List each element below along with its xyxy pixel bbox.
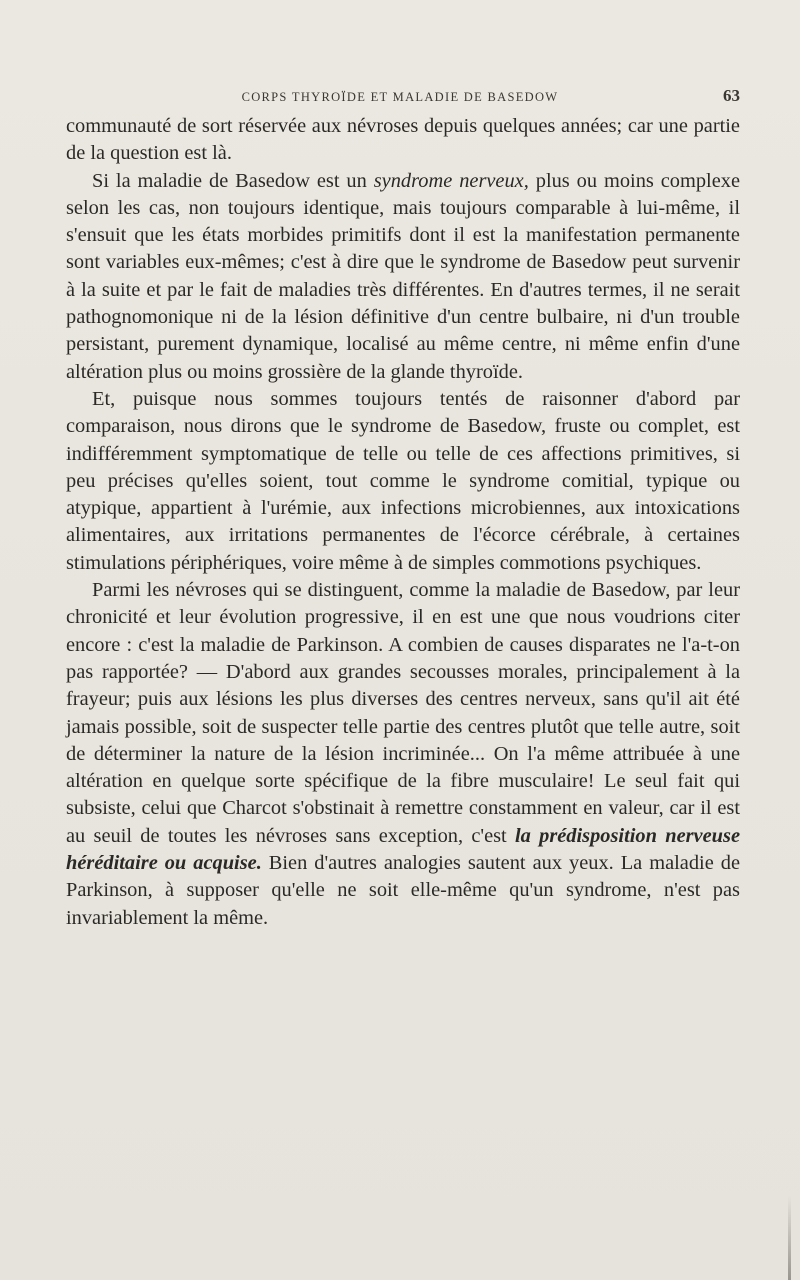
running-title: CORPS THYROÏDE ET MALADIE DE BASEDOW	[241, 90, 559, 104]
paragraph-4-text-a: Parmi les névroses qui se distinguent, comme la maladie de Basedow, par leur chronicité et leur évolution progressive, il en est une que nous voudrions citer encore : c'est la maladie de Parkinson. A combien de causes disparates ne l'a-t-on pas rapportée? — D'abord aux grandes secousses morales, principalement à la frayeur; puis aux lésions les plus diverses des centres nerveux, sans qu'il ait été jamais possible, soit de suspecter telle partie des centres plutôt que telle autre, soit de déterminer la nature de la lésion incriminée... On l'a même attribuée à une altération en quelque sorte spécifique de la fibre musculaire! Le seul fait qui subsiste, celui que Charcot s'obstinait à remettre constamment en valeur, car il est au seuil de toutes les névroses sans exception, c'est	[66, 579, 740, 847]
paragraph-comparaison	[66, 386, 740, 577]
paragraph-2-text-a: Si la maladie de Basedow est un	[92, 169, 374, 192]
emphasis-predisposition: la prédisposition nerveuse héréditaire ou acquise.	[66, 824, 740, 875]
paragraph-3-text: Et, puisque nous sommes toujours tentés de raisonner d'abord par comparaison, nous dirons que le syndrome de Basedow, fruste ou complet, est indifféremment symptomatique de telle ou telle de ces affections primitives, si peu précises qu'elles soient, tout comme le syndrome comitial, typique ou atypique, appartient à l'urémie, aux infections microbiennes, aux intoxications alimentaires, aux irritations permanentes de l'écorce cérébrale, à certaines stimulations périphériques, voire même à de simples commotions psychiques.	[66, 387, 740, 574]
paragraph-4-text-b: Bien d'autres analogies sautent aux yeux. La maladie de Parkinson, à supposer qu'elle ne soit elle-même qu'un syndrome, n'est pas invariablement la même.	[66, 852, 740, 929]
running-header	[62, 86, 740, 114]
paragraph-2-text-b: plus ou moins complexe selon les cas, non toujours identique, mais toujours comparable à lui-même, il s'ensuit que les états morbides primitifs dont il est la manifestation permanente sont variables eux-mêmes; c'est à dire que le syndrome de Basedow peut survenir à la suite et par le fait de maladies très différentes. En d'autres termes, il ne serait pathognomonique ni de la lésion définitive d'un centre bulbaire, ni d'un trouble persistant, purement dynamique, localisé au même centre, ni même enfin d'une altération plus ou moins grossière de la glande thyroïde.	[66, 169, 741, 383]
body-text	[66, 113, 740, 932]
paragraph-parkinson	[66, 577, 740, 932]
paragraph-continued	[66, 113, 740, 168]
page-edge-shadow	[788, 1195, 791, 1280]
page-number: 63	[723, 86, 740, 105]
paragraph-syndrome	[66, 168, 740, 386]
emphasis-syndrome-nerveux: syndrome nerveux,	[373, 169, 529, 192]
paragraph-1-text: communauté de sort réservée aux névroses depuis quelques années; car une partie de la question est là.	[66, 115, 740, 165]
